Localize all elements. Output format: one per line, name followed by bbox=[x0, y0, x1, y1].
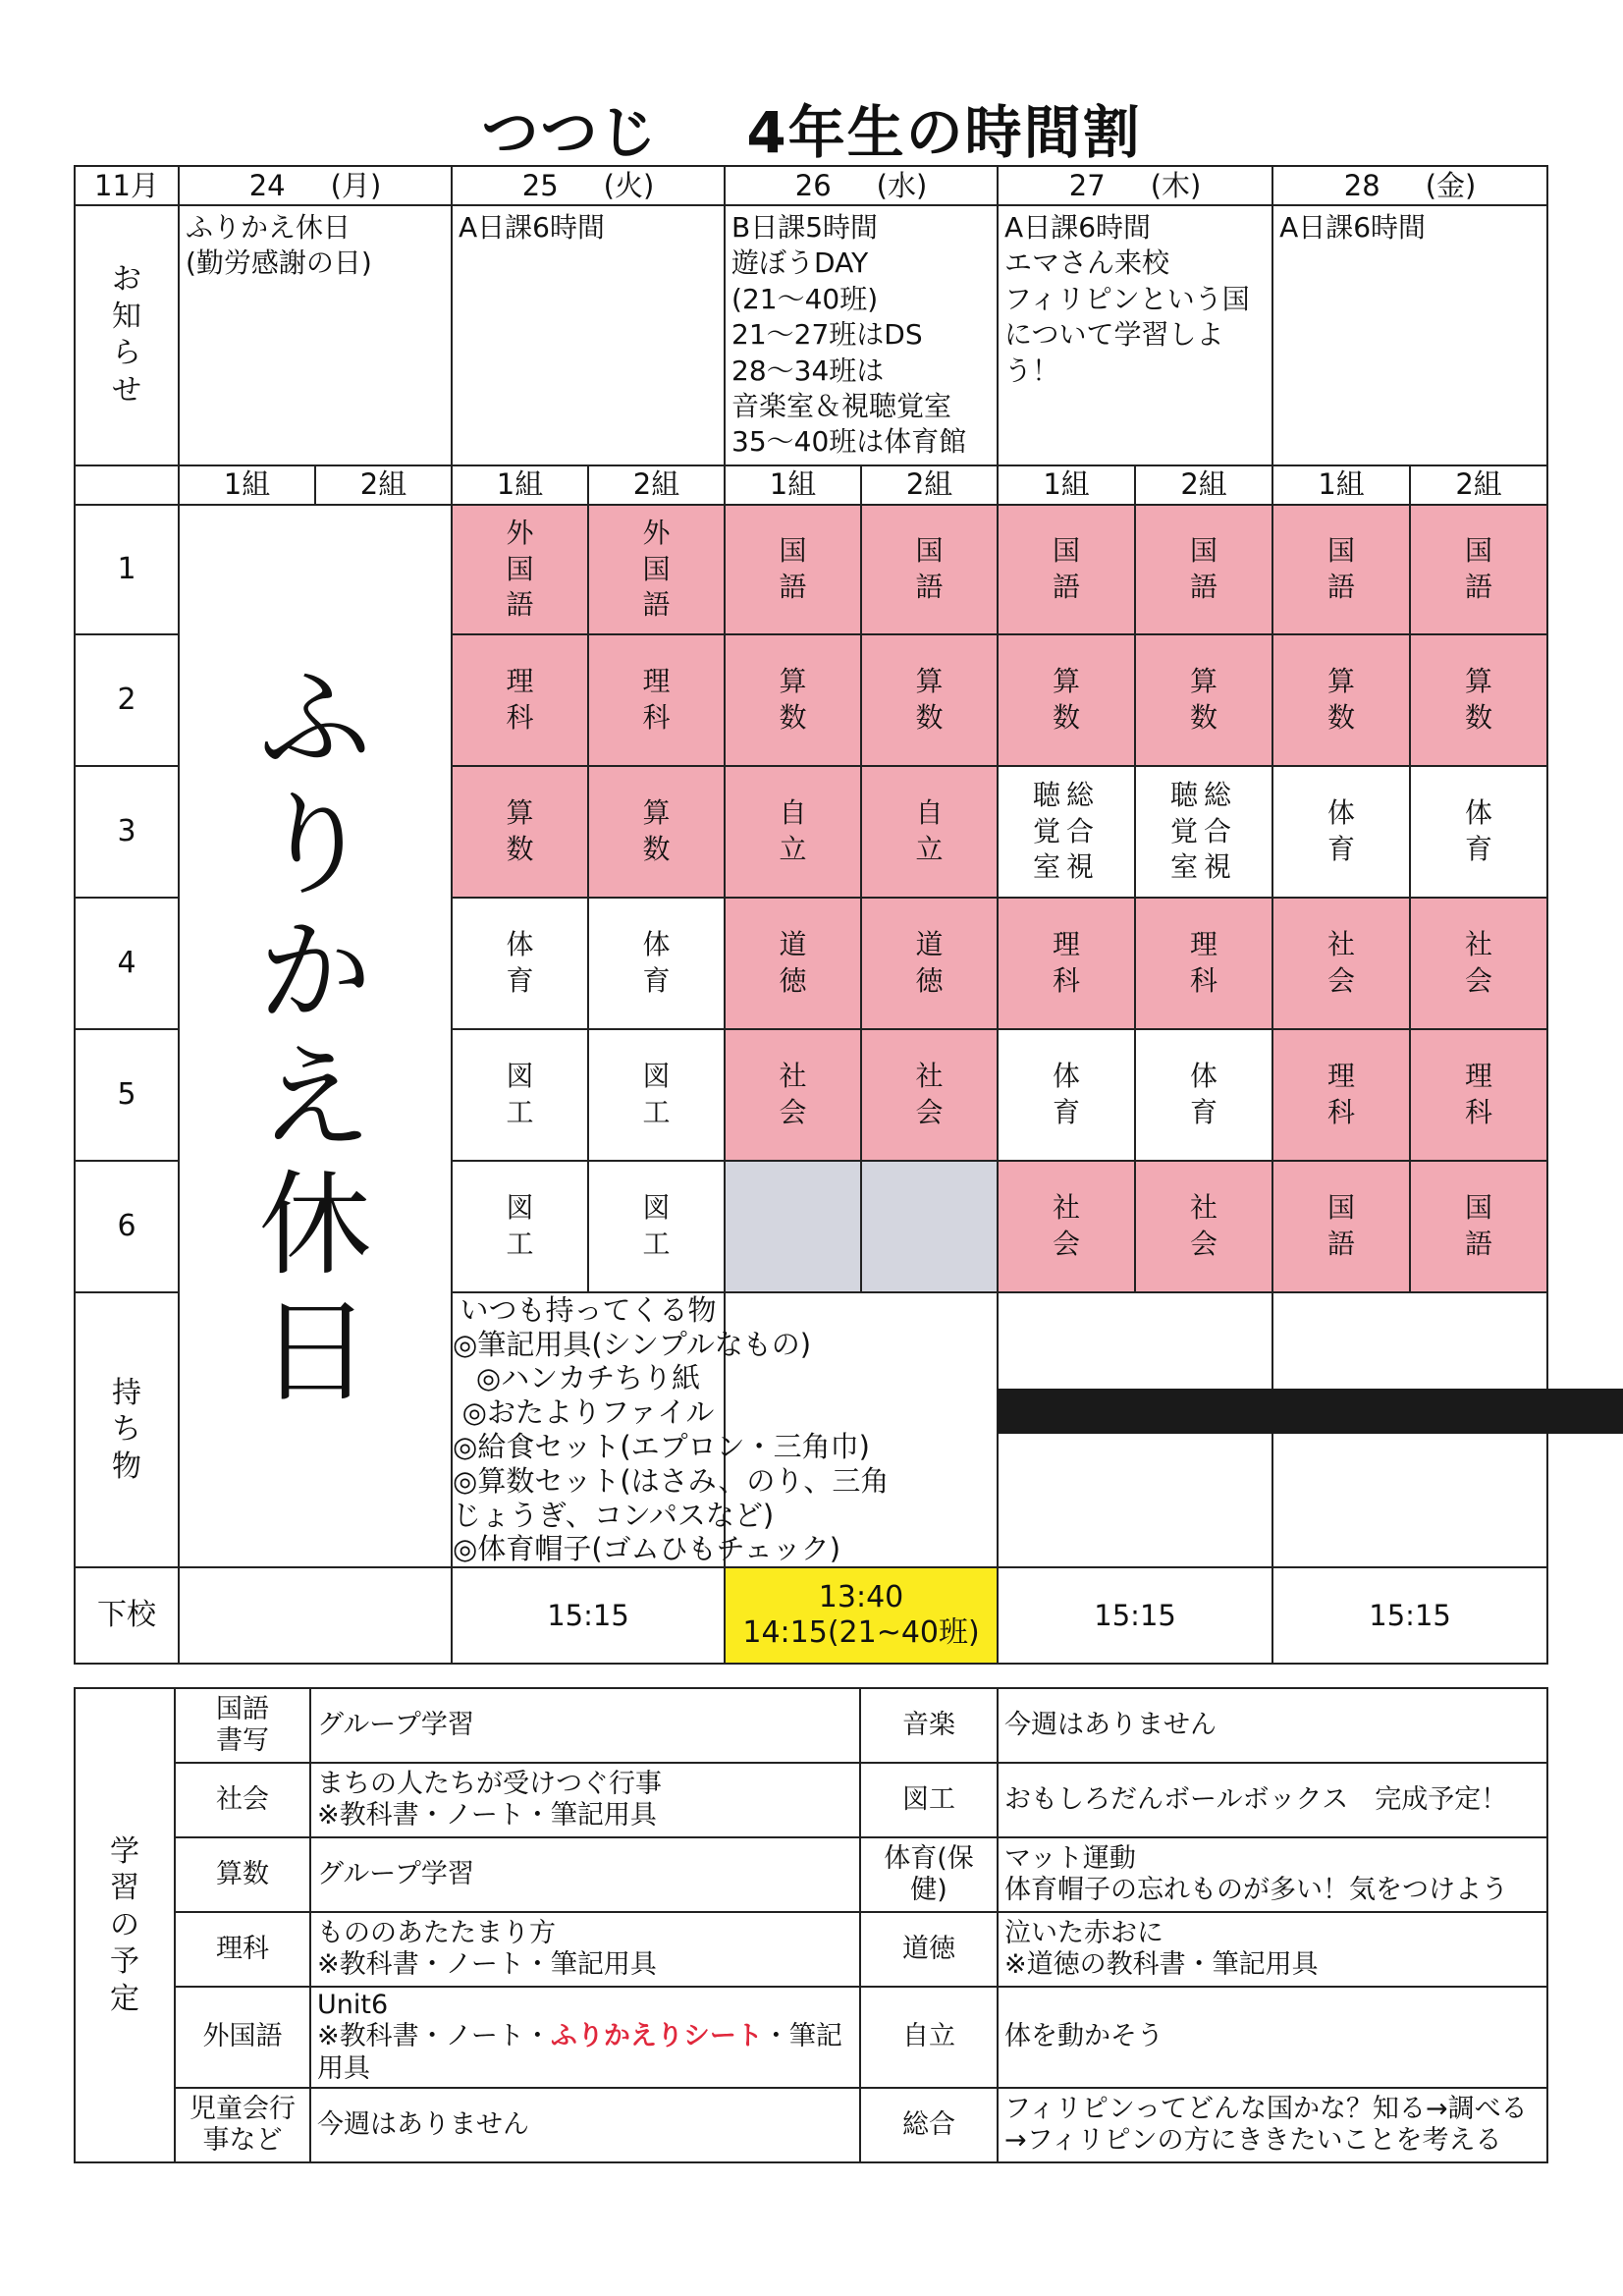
notice-label: お知らせ bbox=[75, 205, 179, 465]
class-label: 2組 bbox=[861, 465, 998, 505]
plan-content: グループ学習 bbox=[310, 1688, 860, 1763]
period-number: 4 bbox=[75, 898, 179, 1029]
month-cell: 11月 bbox=[75, 166, 179, 205]
notice-tue: A日課6時間 bbox=[452, 205, 725, 465]
lesson-cell: 国語 bbox=[1135, 505, 1272, 634]
class-header-row bbox=[75, 465, 1547, 505]
plan-content: Unit6 ※教科書・ノート・ふりかえりシート・筆記用具 bbox=[310, 1987, 860, 2088]
plan-content: 体を動かそう bbox=[998, 1987, 1547, 2088]
class-label: 1組 bbox=[725, 465, 861, 505]
lesson-cell: 国語 bbox=[998, 505, 1135, 634]
lesson-cell: 社会 bbox=[861, 1029, 998, 1161]
plan-content: マット運動 体育帽子の忘れものが多い！気をつけよう bbox=[998, 1837, 1547, 1912]
lesson-cell: 国語 bbox=[1272, 505, 1410, 634]
lesson-cell: 社会 bbox=[1135, 1161, 1272, 1292]
notice-fri: A日課6時間 bbox=[1272, 205, 1547, 465]
lesson-cell: 自立 bbox=[725, 766, 861, 898]
holiday-text: ふりかえ休日 bbox=[258, 653, 372, 1418]
dismissal-wed: 13:40 14:15(21~40班) bbox=[725, 1567, 998, 1664]
dismissal-fri: 15:15 bbox=[1272, 1567, 1547, 1664]
lesson-cell: 社会 bbox=[998, 1161, 1135, 1292]
lesson-cell: 図工 bbox=[452, 1161, 588, 1292]
lesson-cell: 体育 bbox=[1410, 766, 1547, 898]
lesson-cell: 算数 bbox=[861, 634, 998, 766]
page-title bbox=[0, 86, 1623, 169]
lesson-cell: 算数 bbox=[998, 634, 1135, 766]
day-header-wed: 26 (水) bbox=[725, 166, 998, 205]
plan-content: グループ学習 bbox=[310, 1837, 860, 1912]
plan-subject: 算数 bbox=[175, 1837, 310, 1912]
plan-content: まちの人たちが受けつぐ行事 ※教科書・ノート・筆記用具 bbox=[310, 1763, 860, 1837]
class-label: 2組 bbox=[588, 465, 725, 505]
continue-arrow-icon bbox=[998, 1357, 1623, 1465]
class-label: 2組 bbox=[1410, 465, 1547, 505]
notice-wed: B日課5時間 遊ぼうDAY (21～40班) 21～27班はDS 28～34班は 音楽室＆視聴覚室 35～40班は体育館 bbox=[725, 205, 998, 465]
dismissal-tue: 15:15 bbox=[452, 1567, 725, 1664]
belongings-list: いつも持ってくる物 ◎筆記用具(シンプルなもの) ◎ハンカチちり紙 ◎おたよりファイル ◎給食セット(エプロン・三角巾) ◎算数セット(はさみ、のり、三角 じょうぎ、コンパスなど) ◎体育帽子(ゴムひもチェック) bbox=[453, 1292, 890, 1566]
lesson-cell: 算数 bbox=[1410, 634, 1547, 766]
lesson-cell: 体育 bbox=[998, 1029, 1135, 1161]
lesson-cell: 国語 bbox=[1410, 505, 1547, 634]
day-header-tue: 25 (火) bbox=[452, 166, 725, 205]
class-label: 1組 bbox=[998, 465, 1135, 505]
period-number: 1 bbox=[75, 505, 179, 634]
lesson-cell: 社会 bbox=[725, 1029, 861, 1161]
empty-lesson-cell bbox=[725, 1161, 861, 1292]
period-number: 5 bbox=[75, 1029, 179, 1161]
class-label: 1組 bbox=[452, 465, 588, 505]
lesson-cell: 国語 bbox=[1272, 1161, 1410, 1292]
lesson-cell: 図工 bbox=[588, 1161, 725, 1292]
dismissal-row bbox=[75, 1567, 1547, 1664]
timetable bbox=[74, 165, 1548, 1665]
plan-content: 泣いた赤おに ※道徳の教科書・筆記用具 bbox=[998, 1912, 1547, 1987]
holiday-cell bbox=[179, 505, 452, 1567]
plan-content: 今週はありません bbox=[998, 1688, 1547, 1763]
belongings-label: 持ち物 bbox=[75, 1292, 179, 1567]
lesson-cell: 算数 bbox=[1135, 634, 1272, 766]
lesson-cell: 体育 bbox=[588, 898, 725, 1029]
lesson-cell: 理科 bbox=[1135, 898, 1272, 1029]
lesson-cell: 自立 bbox=[861, 766, 998, 898]
lesson-cell: 国語 bbox=[725, 505, 861, 634]
period-number: 2 bbox=[75, 634, 179, 766]
plan-subject: 道徳 bbox=[860, 1912, 998, 1987]
plan-subject: 自立 bbox=[860, 1987, 998, 2088]
lesson-cell: 理科 bbox=[1410, 1029, 1547, 1161]
class-label: 1組 bbox=[1272, 465, 1410, 505]
period-number: 3 bbox=[75, 766, 179, 898]
date-header-row bbox=[75, 166, 1547, 205]
review-sheet-highlight: ふりかえりシート bbox=[550, 2021, 763, 2052]
class-label: 2組 bbox=[315, 465, 452, 505]
day-header-mon: 24 (月) bbox=[179, 166, 452, 205]
plan-content: おもしろだんボールボックス 完成予定！ bbox=[998, 1763, 1547, 1837]
title-class: つつじ bbox=[481, 99, 659, 166]
lesson-cell: 外国語 bbox=[452, 505, 588, 634]
lesson-cell: 図工 bbox=[452, 1029, 588, 1161]
lesson-cell: 理科 bbox=[1272, 1029, 1410, 1161]
learning-plan-table bbox=[74, 1687, 1548, 2163]
plan-subject: 社会 bbox=[175, 1763, 310, 1837]
plan-content: フィリピンってどんな国かな？知る→調べる →フィリピンの方にききたいことを考える bbox=[998, 2088, 1547, 2162]
lesson-cell: 体育 bbox=[1272, 766, 1410, 898]
notice-thu: A日課6時間 エマさん来校 フィリピンという国 について学習しよ う！ bbox=[998, 205, 1272, 465]
plan-label: 学習の予定 bbox=[75, 1688, 175, 2162]
lesson-cell: 算数 bbox=[1272, 634, 1410, 766]
lesson-cell: 国語 bbox=[1410, 1161, 1547, 1292]
lesson-cell: 図工 bbox=[588, 1029, 725, 1161]
class-label: 2組 bbox=[1135, 465, 1272, 505]
period-row-1 bbox=[75, 505, 1547, 634]
plan-content: もののあたたまり方 ※教科書・ノート・筆記用具 bbox=[310, 1912, 860, 1987]
lesson-cell: 聴総覚合室視 bbox=[998, 766, 1135, 898]
notice-mon: ふりかえ休日 (勤労感謝の日) bbox=[179, 205, 452, 465]
dismissal-thu: 15:15 bbox=[998, 1567, 1272, 1664]
lesson-cell: 算数 bbox=[452, 766, 588, 898]
plan-subject: 外国語 bbox=[175, 1987, 310, 2088]
lesson-cell: 理科 bbox=[998, 898, 1135, 1029]
title-main: 4年生の時間割 bbox=[746, 99, 1142, 166]
plan-subject: 総合 bbox=[860, 2088, 998, 2162]
plan-subject: 体育(保健) bbox=[860, 1837, 998, 1912]
class-label: 1組 bbox=[179, 465, 315, 505]
lesson-cell: 社会 bbox=[1272, 898, 1410, 1029]
lesson-cell: 算数 bbox=[725, 634, 861, 766]
empty-lesson-cell bbox=[861, 1161, 998, 1292]
lesson-cell: 理科 bbox=[452, 634, 588, 766]
lesson-cell: 外国語 bbox=[588, 505, 725, 634]
lesson-cell: 道徳 bbox=[861, 898, 998, 1029]
plan-subject: 図工 bbox=[860, 1763, 998, 1837]
plan-subject: 国語書写 bbox=[175, 1688, 310, 1763]
lesson-cell: 社会 bbox=[1410, 898, 1547, 1029]
dismissal-label: 下校 bbox=[75, 1567, 179, 1664]
lesson-cell: 国語 bbox=[861, 505, 998, 634]
lesson-cell: 算数 bbox=[588, 766, 725, 898]
day-header-fri: 28 (金) bbox=[1272, 166, 1547, 205]
lesson-cell: 体育 bbox=[452, 898, 588, 1029]
notice-row bbox=[75, 205, 1547, 465]
lesson-cell: 聴総覚合室視 bbox=[1135, 766, 1272, 898]
day-header-thu: 27 (木) bbox=[998, 166, 1272, 205]
plan-subject: 児童会行事など bbox=[175, 2088, 310, 2162]
plan-subject: 音楽 bbox=[860, 1688, 998, 1763]
lesson-cell: 体育 bbox=[1135, 1029, 1272, 1161]
plan-subject: 理科 bbox=[175, 1912, 310, 1987]
lesson-cell: 道徳 bbox=[725, 898, 861, 1029]
plan-content: 今週はありません bbox=[310, 2088, 860, 2162]
period-number: 6 bbox=[75, 1161, 179, 1292]
lesson-cell: 理科 bbox=[588, 634, 725, 766]
